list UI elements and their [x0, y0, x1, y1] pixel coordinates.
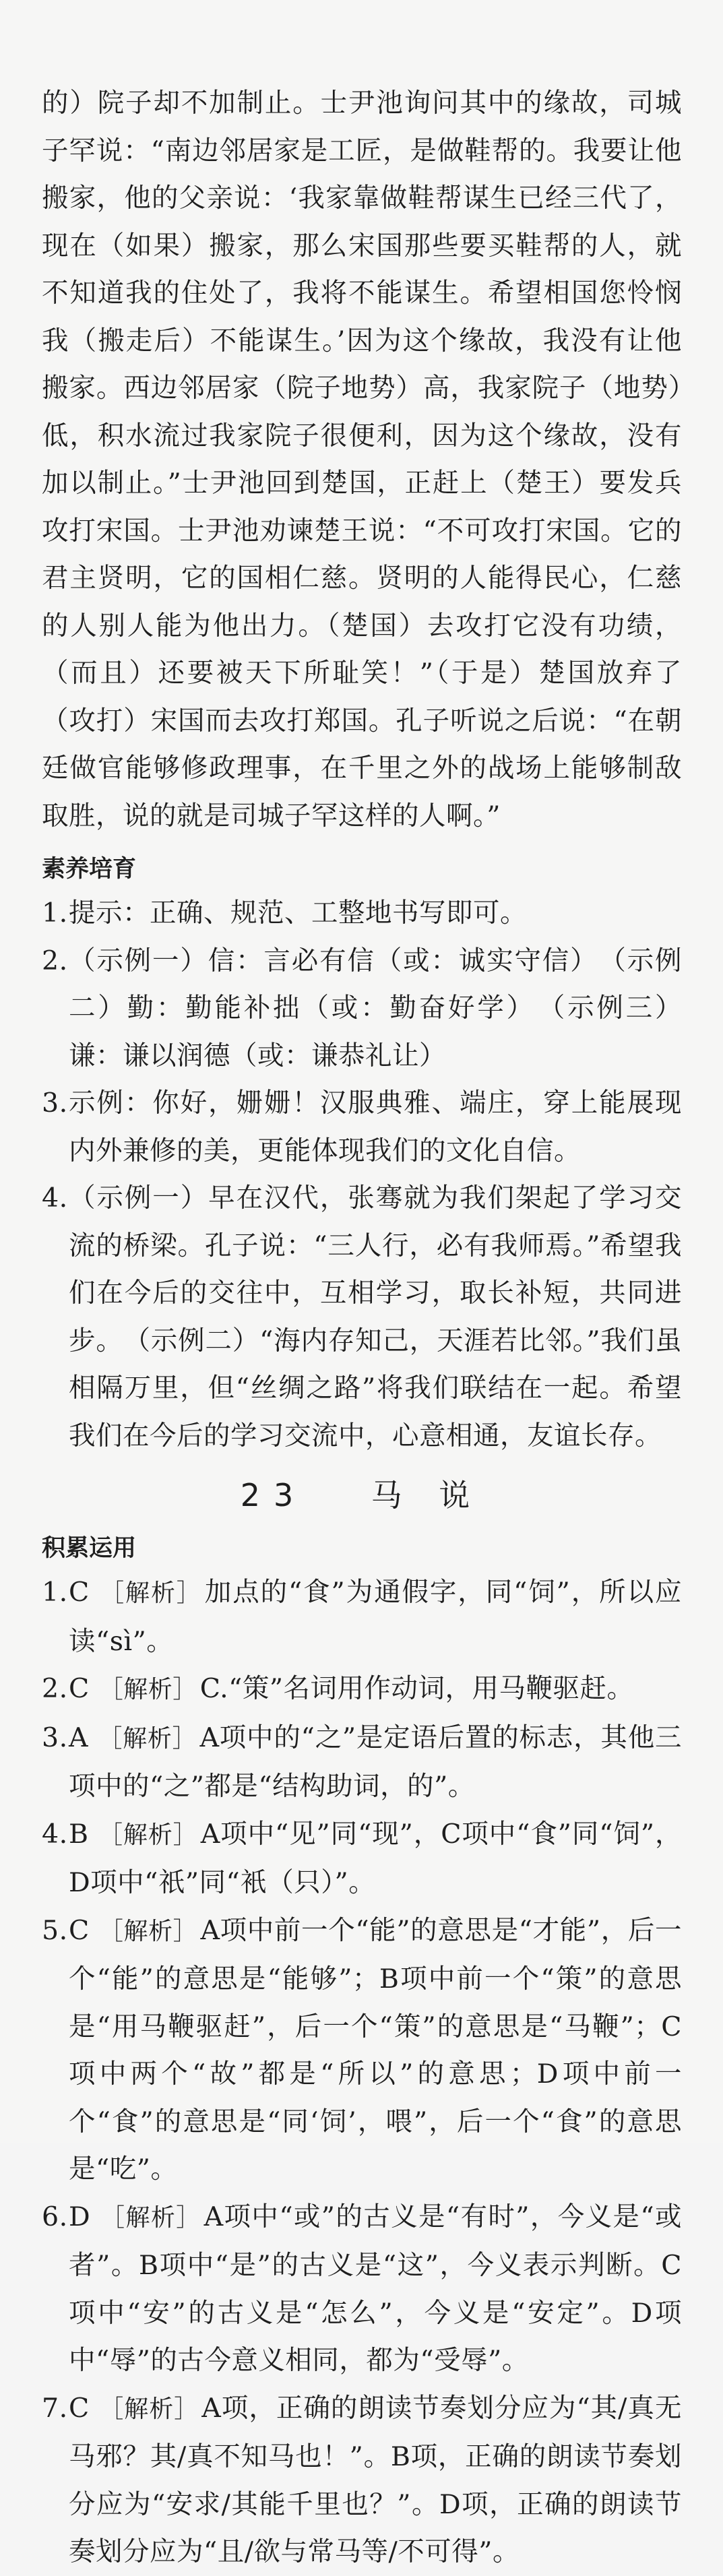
analysis-text: A项中“见”同“现”，C项中“食”同“饲”，D项中“祇”同“衹（只）”。 — [69, 1818, 682, 1898]
answer-item — [42, 1174, 682, 1459]
analysis-label: ［解析］ — [98, 1676, 197, 1703]
answer-letter: C — [69, 1673, 90, 1704]
answer-item — [42, 2193, 682, 2385]
answer-item — [42, 1569, 682, 1665]
item-text: （示例一）信：言必有信（或：诚实守信） （示例二）勤：勤能补拙（或：勤奋好学） （示例三）谦：谦以润德（或：谦恭礼让） — [69, 945, 682, 1071]
item-text: 示例：你好，姗姗！汉服典雅、端庄，穿上能展现内外兼修的美，更能体现我们的文化自信。 — [69, 1088, 682, 1166]
answer-letter: C — [69, 2392, 90, 2424]
analysis-text: A项中前一个“能”的意思是“才能”，后一个“能”的意思是“能够”；B项中前一个“策”的意思是“用马鞭驱赶”，后一个“策”的意思是“马鞭”；C项中两个“故”都是“所以”的意思；D项中前一个“食”的意思是“同‘饲’，喂”，后一个“食”的意思是“吃”。 — [69, 1914, 682, 2185]
analysis-label: ［解析］ — [100, 2203, 201, 2232]
answer-letter: C — [69, 1577, 90, 1608]
analysis-label: ［解析］ — [98, 1724, 197, 1753]
item-text: （示例一）早在汉代，张骞就为我们架起了学习交流的桥梁。孔子说：“三人行，必有我师焉。”希望我们在今后的交往中，互相学习，取长补短，共同进步。 （示例二）“海内存知己，天涯若比邻。”我们虽相隔万里，但“丝绸之路”将我们联结在一起。希望我们在今后的学习交流中，心意相通，友谊长存。 — [69, 1183, 682, 1451]
item-number: 4. — [42, 1183, 68, 1214]
lesson-name: 马 说 — [371, 1477, 484, 1513]
analysis-label: ［解析］ — [98, 1821, 198, 1849]
section-heading-jilei: 积累运用 — [42, 1535, 137, 1562]
item-text: 提示：正确、规范、工整地书写即可。 — [69, 898, 527, 929]
analysis-text: A项中“或”的古义是“有时”，今义是“或者”。B项中“是”的古义是“这”，今义表示判断。C项中“安”的古义是“怎么”，今义是“安定”。D项中“辱”的古今意义相同，都为“受辱”。 — [69, 2201, 682, 2376]
translation-passage: 的）院子却不加制止。士尹池询问其中的缘故，司城子罕说：“南边邻居家是工匠，是做鞋帮的。我要让他搬家，他的父亲说：‘我家靠做鞋帮谋生已经三代了，现在（如果）搬家，那么宋国那些要买鞋帮的人，就不知道我的住处了，我将不能谋生。希望相国您怜悯我（搬走后）不能谋生。’因为这个缘故，我没有让他搬家。西边邻居家（院子地势）高，我家院子（地势）低，积水流过我家院子很便利，因为这个缘故，没有加以制止。”士尹池回到楚国，正赶上（楚王）要发兵攻打宋国。士尹池劝谏楚王说：“不可攻打宋国。它的君主贤明，它的国相仁慈。贤明的人能得民心，仁慈的人别人能为他出力。（楚国）去攻打它没有功绩，（而且）还要被天下所耻笑！”（于是）楚国放弃了（攻打）宋国而去攻打郑国。孔子听说之后说：“在朝廷做官能够修政理事，在千里之外的战场上能够制敌取胜，说的就是司城子罕这样的人啊。” — [42, 88, 682, 831]
item-number: 3. — [42, 1088, 68, 1119]
answer-item — [42, 937, 682, 1080]
answer-item — [42, 1811, 682, 1907]
item-number: 6. — [42, 2201, 68, 2232]
answer-item — [42, 1665, 682, 1714]
answer-item — [42, 1079, 682, 1174]
analysis-text: 加点的“食”为通假字，同“饲”，所以应读“sì”。 — [69, 1577, 682, 1657]
analysis-label: ［解析］ — [98, 1917, 198, 1945]
item-number: 3. — [42, 1722, 68, 1753]
answer-item — [42, 2385, 682, 2576]
answer-letter: A — [69, 1722, 89, 1753]
lesson-number: 23 — [240, 1477, 307, 1513]
item-number: 7. — [42, 2392, 68, 2424]
item-number: 2. — [42, 1673, 68, 1704]
analysis-text: A项，正确的朗读节奏划分应为“其/真无马邪？其/真不知马也！”。B项，正确的朗读节奏划分应为“安求/其能千里也？”。D项，正确的朗读节奏划分应为“且/欲与常马等/不可得”。 — [69, 2392, 682, 2567]
answer-item — [42, 1714, 682, 1811]
analysis-label: ［解析］ — [98, 2395, 199, 2423]
item-number: 1. — [42, 1577, 68, 1608]
analysis-text: A项中的“之”是定语后置的标志，其他三项中的“之”都是“结构助词，的”。 — [69, 1722, 682, 1802]
answer-letter: C — [69, 1914, 90, 1946]
answer-letter: D — [69, 2201, 91, 2232]
analysis-text: C.“策”名词用作动词，用马鞭驱赶。 — [199, 1673, 634, 1704]
item-number: 1. — [42, 898, 68, 929]
item-number: 5. — [42, 1914, 68, 1946]
answer-letter: B — [69, 1818, 89, 1850]
analysis-label: ［解析］ — [98, 1579, 202, 1607]
lesson-title — [42, 1465, 682, 1526]
section-heading-suyang: 素养培育 — [42, 856, 137, 883]
answer-item — [42, 1907, 682, 2193]
item-number: 2. — [42, 945, 68, 976]
page-content — [42, 80, 682, 2576]
answer-item — [42, 889, 682, 937]
item-number: 4. — [42, 1818, 68, 1850]
